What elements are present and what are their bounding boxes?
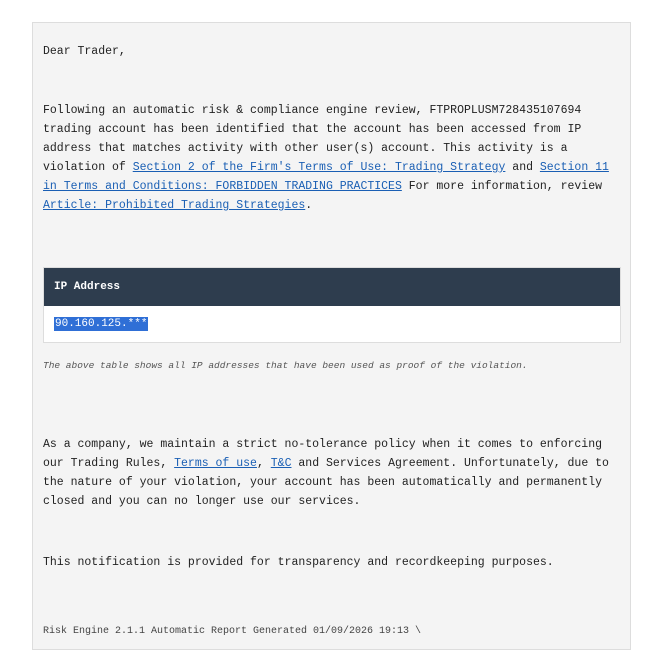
- ip-address-table: [43, 267, 621, 343]
- violation-text: .: [305, 199, 313, 212]
- policy-text: As a company, we maintain a strict no-tolerance policy when it comes to enforcing our Trading Rules,: [43, 438, 602, 470]
- ip-address-cell[interactable]: [44, 306, 621, 343]
- violation-text: For more information, review: [401, 180, 602, 193]
- email-body: [32, 22, 631, 650]
- policy-text: ,: [256, 457, 271, 470]
- transparency-notice: This notification is provided for transparency and recordkeeping purposes.: [43, 556, 554, 569]
- ip-address-column-header: IP Address: [44, 268, 621, 307]
- table-row: [44, 306, 621, 343]
- table-header-row: [44, 268, 621, 307]
- terms-of-use-trading-strategy-link[interactable]: Section 2 of the Firm's Terms of Use: Trading Strategy: [132, 161, 506, 174]
- forbidden-trading-practices-link[interactable]: Section 11 in Terms and Conditions: FORBIDDEN TRADING PRACTICES: [43, 161, 609, 193]
- violation-text: and: [505, 161, 540, 174]
- prohibited-trading-strategies-link[interactable]: Article: Prohibited Trading Strategies: [43, 199, 306, 212]
- violation-paragraph: [43, 101, 621, 215]
- violation-text: Following an automatic risk & compliance engine review, FTPROPLUSM728435107694 trading account has been identified that the account has been accessed from IP address that matches activity with other user(s) account. This activity is a violation of: [43, 104, 582, 174]
- policy-paragraph: [43, 435, 621, 511]
- tc-link[interactable]: T&C: [270, 457, 292, 470]
- ip-address-value[interactable]: 90.160.125.***: [55, 317, 148, 330]
- table-caption: The above table shows all IP addresses that have been used as proof of the violation.: [43, 360, 528, 371]
- report-footer: Risk Engine 2.1.1 Automatic Report Generated 01/09/2026 19:13 \: [43, 626, 422, 637]
- terms-of-use-link[interactable]: Terms of use: [174, 457, 257, 470]
- policy-text: and Services Agreement. Unfortunately, due to the nature of your violation, your account has been automatically and permanently closed and you can no longer use our services.: [43, 457, 609, 508]
- greeting: Dear Trader,: [43, 45, 126, 58]
